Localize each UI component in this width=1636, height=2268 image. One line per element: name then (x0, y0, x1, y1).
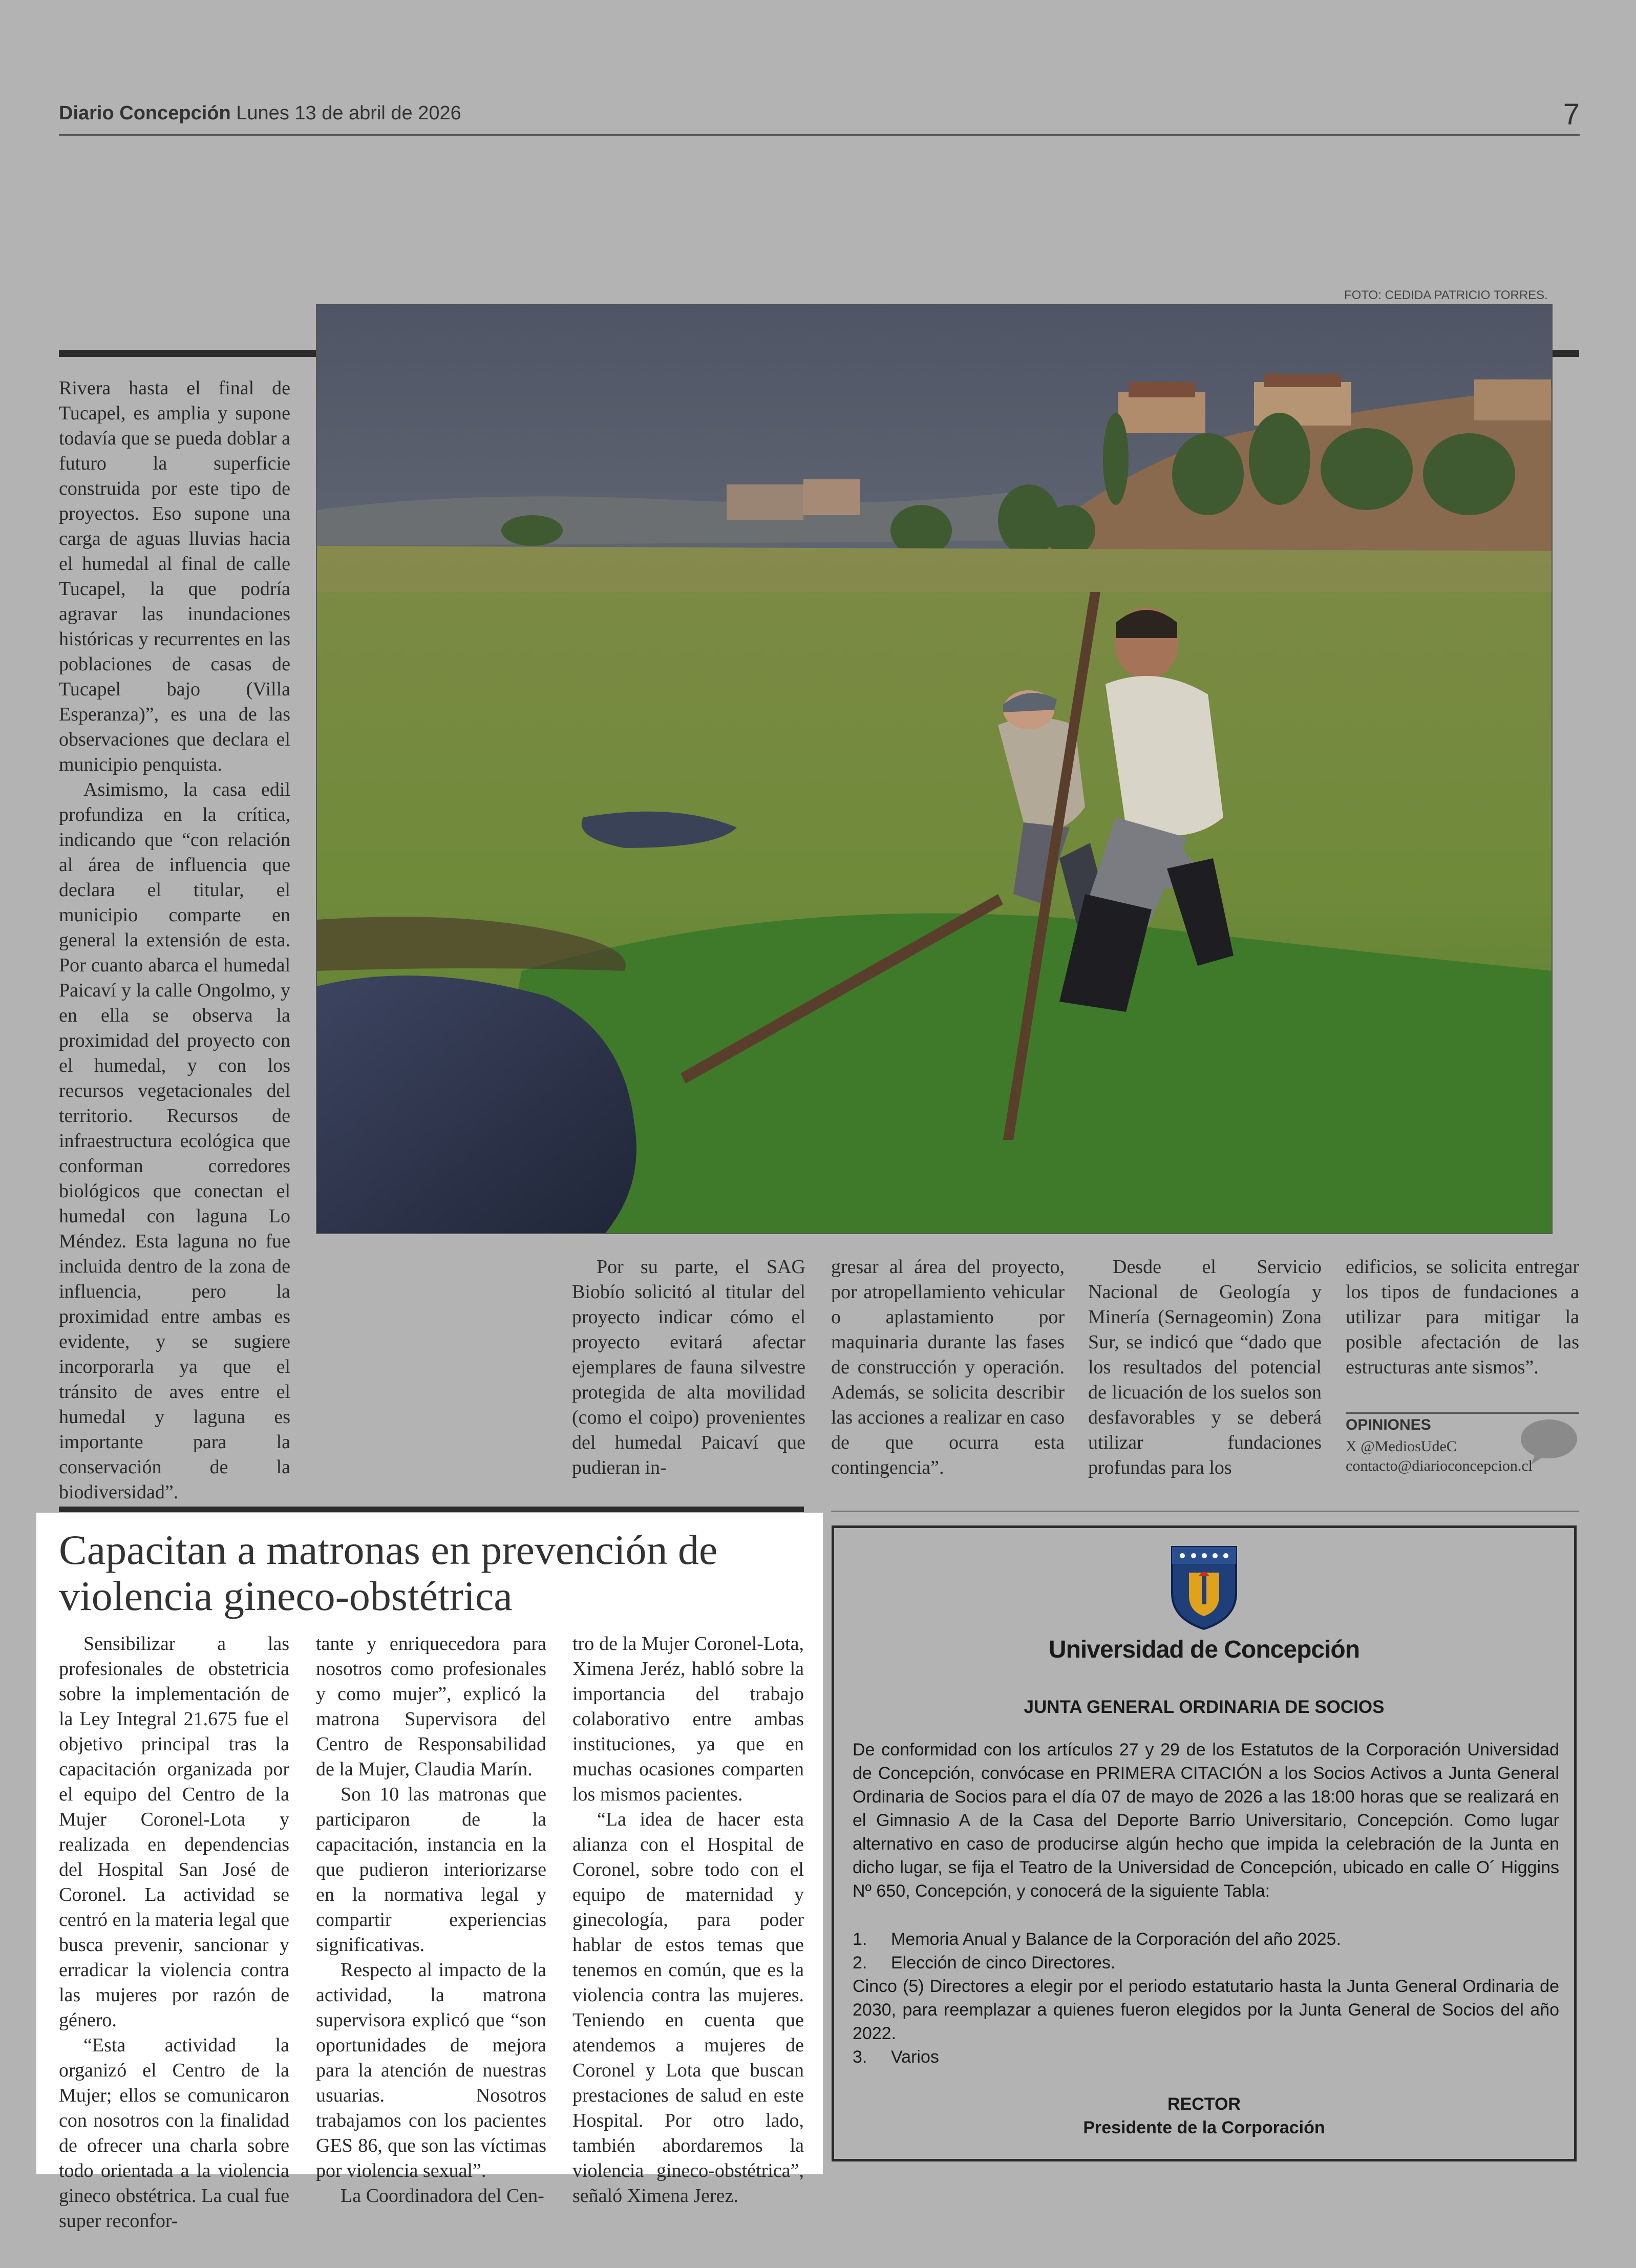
paragraph: tro de la Mujer Coronel-Lota, Ximena Jeréz, habló sobre la importancia del trabajo colaborativo entre ambas instituciones, ya que en muchas ocasiones comparten los mismos pacientes. (572, 1633, 804, 1805)
notice-title: JUNTA GENERAL ORDINARIA DE SOCIOS (1024, 1697, 1385, 1717)
lower-column-2 (831, 1255, 1065, 1480)
university-crest-icon (1170, 1544, 1239, 1631)
paragraph: “La idea de hacer esta alianza con el Hospital de Coronel, sobre todo con el equipo de maternidad y ginecología, para poder hablar de estos temas que tenemos en común, que es la violencia contra las mujeres. Teniendo en cuenta que atendemos a mujeres de Coronel y Lota que buscan prestaciones de salud en este Hospital. Por otro lado, también abordaremos la violencia gineco-obstétrica”, señaló Ximena Jerez. (572, 1809, 804, 2207)
article-column-2 (316, 1631, 546, 2209)
university-notice (832, 1525, 1577, 2161)
photo-credit: FOTO: CEDIDA PATRICIO TORRES. (1344, 288, 1548, 302)
paragraph: Asimismo, la casa edil profundiza en la crítica, indicando que “con relación al área de influencia que declara el titular, el municipio comparte en general la extensión de esta. Por cuanto abarca el humedal Paicaví y la calle Ongolmo, y en ella se observa la proximidad del proyecto con el humedal, y con los recursos vegetacionales del territorio. Recursos de infraestructura ecológica que conforman corredores biológicos que conectan el humedal con laguna Lo Méndez. Esta laguna no fue incluida dentro de la zona de influencia, pero la proximidad entre ambas es evidente, y se sugiere incorporarla ya que el tránsito de aves entre el humedal y laguna es importante para la conservación de la biodiversidad”. (59, 779, 290, 1503)
signature-title: RECTOR (1167, 2094, 1241, 2114)
paragraph: edificios, se solicita entregar los tipos de fundaciones a utilizar para mitigar la posible afectación de las estructuras ante sismos”. (1346, 1256, 1579, 1378)
article-top-rule (59, 1507, 804, 1512)
lower-column-4 (1346, 1255, 1579, 1380)
opiniones-social[interactable]: X @MediosUdeC (1346, 1438, 1457, 1455)
agenda-number: 2. (853, 1953, 867, 1973)
paragraph: gresar al área del proyecto, por atropellamiento vehicular o aplastamiento por maquinaria durante las fases de construcción y operación. Además, se solicita describir las acciones a realizar en caso de que ocurra esta contingencia”. (831, 1256, 1065, 1478)
agenda-text: Elección de cinco Directores. (891, 1953, 1116, 1973)
university-name: Universidad de Concepción (1048, 1636, 1360, 1663)
paragraph: Sensibilizar a las profesionales de obstetricia sobre la implementación de la Ley Integral 21.675 fue el objetivo principal tras la capacitación organizada por el equipo del Centro de la Mujer Coronel-Lota y realizada en dependencias del Hospital San José de Coronel. La actividad se centró en la materia legal que busca prevenir, sancionar y erradicar la violencia contra las mujeres por razón de género. (59, 1633, 289, 2031)
opiniones-email[interactable]: contacto@diarioconcepcion.cl (1346, 1457, 1533, 1474)
column-rule (59, 350, 316, 357)
section-divider (831, 1511, 1579, 1512)
paragraph: Son 10 las matronas que participaron de la capacitación, instancia en la que pudieron interiorizarse en la normativa legal y compartir experiencias significativas. (316, 1784, 546, 1956)
signature-role: Presidente de la Corporación (1083, 2118, 1325, 2137)
agenda-item-1 (853, 1927, 1341, 1951)
left-column-text (59, 376, 290, 1505)
column-rule (1552, 350, 1579, 357)
lower-column-3 (1088, 1255, 1322, 1480)
opiniones-divider (1346, 1412, 1579, 1414)
agenda-item-3 (853, 2045, 939, 2069)
article-column-1 (59, 1631, 289, 2234)
article-column-3 (572, 1631, 804, 2209)
opiniones-label: OPINIONES (1346, 1416, 1431, 1433)
speech-bubble-icon (1520, 1418, 1578, 1465)
publication-name: Diario Concepción (59, 102, 231, 124)
lower-column-1 (572, 1255, 805, 1480)
paragraph: Desde el Servicio Nacional de Geología y Minería (Sernageomin) Zona Sur, se indicó que “dado que los resultados del potencial de licuación de los suelos son desfavorables y se deberá utilizar fundaciones profundas para los (1088, 1256, 1322, 1478)
paragraph: tante y enriquecedora para nosotros como profesionales y como mujer”, explicó la matrona Supervisora del Centro de Responsabilidad de la Mujer, Claudia Marín. (316, 1633, 546, 1780)
paragraph: Respecto al impacto de la actividad, la matrona supervisora explicó que “son oportunidades de mejora para la atención de nuestras usuarias. Nosotros trabajamos con los pacientes GES 86, que son las víctimas por violencia sexual”. (316, 1959, 546, 2181)
wetland-photo (316, 304, 1553, 1234)
paragraph: Por su parte, el SAG Biobío solicitó al titular del proyecto indicar cómo el proyecto evitará afectar ejemplares de fauna silvestre protegida de alta movilidad (como el coipo) provenientes del humedal Paicaví que pudieran in- (572, 1256, 805, 1478)
article-headline: Capacitan a matronas en prevención de violencia gineco-obstétrica (59, 1527, 718, 1619)
issue-date: Lunes 13 de abril de 2026 (236, 102, 461, 124)
agenda-item-2-detail: Cinco (5) Directores a elegir por el periodo estatutario hasta la Junta General Ordinaria de 2030, para reemplazar a quienes fueron elegidos por la Junta General de Socios del año 2022. (853, 1977, 1559, 2043)
agenda-text: Varios (891, 2047, 939, 2067)
page-number: 7 (1563, 98, 1580, 131)
agenda-number: 1. (853, 1930, 867, 1949)
paragraph: Rivera hasta el final de Tucapel, es amplia y supone todavía que se pueda doblar a futuro la superficie construida por este tipo de proyectos. Eso supone una carga de aguas lluvias hacia el humedal al final de calle Tucapel, la que podría agravar las inundaciones históricas y recurrentes en las poblaciones de casas de Tucapel bajo (Villa Esperanza)”, es una de las observaciones que declara el municipio penquista. (59, 377, 290, 775)
notice-body: De conformidad con los artículos 27 y 29 de los Estatutos de la Corporación Universidad de Concepción, convócase en PRIMERA CITACIÓN a los Socios Activos a Junta General Ordinaria de Socios para el día 07 de mayo de 2026 a las 18:00 horas que se realizará en el Gimnasio A de la Casa del Deporte Barrio Universitario, Concepción. Como lugar alternativo en caso de producirse algún hecho que impida la celebración de la Junta en dicho lugar, se fija el Teatro de la Universidad de Concepción, ubicado en calle O´ Higgins Nº 650, Concepción, y conocerá de la siguiente Tabla: (853, 1740, 1559, 1901)
agenda-item-2 (853, 1951, 1115, 1975)
paragraph: La Coordinadora del Cen- (341, 2185, 544, 2207)
agenda-text: Memoria Anual y Balance de la Corporación del año 2025. (891, 1930, 1341, 1949)
paragraph: “Esta actividad la organizó el Centro de la Mujer; ellos se comunicaron con nosotros con la finalidad de ofrecer una charla sobre todo orientada a la violencia gineco obstétrica. La cual fue super reconfor- (59, 2034, 289, 2232)
agenda-number: 3. (853, 2047, 867, 2067)
page-header (59, 98, 1580, 136)
